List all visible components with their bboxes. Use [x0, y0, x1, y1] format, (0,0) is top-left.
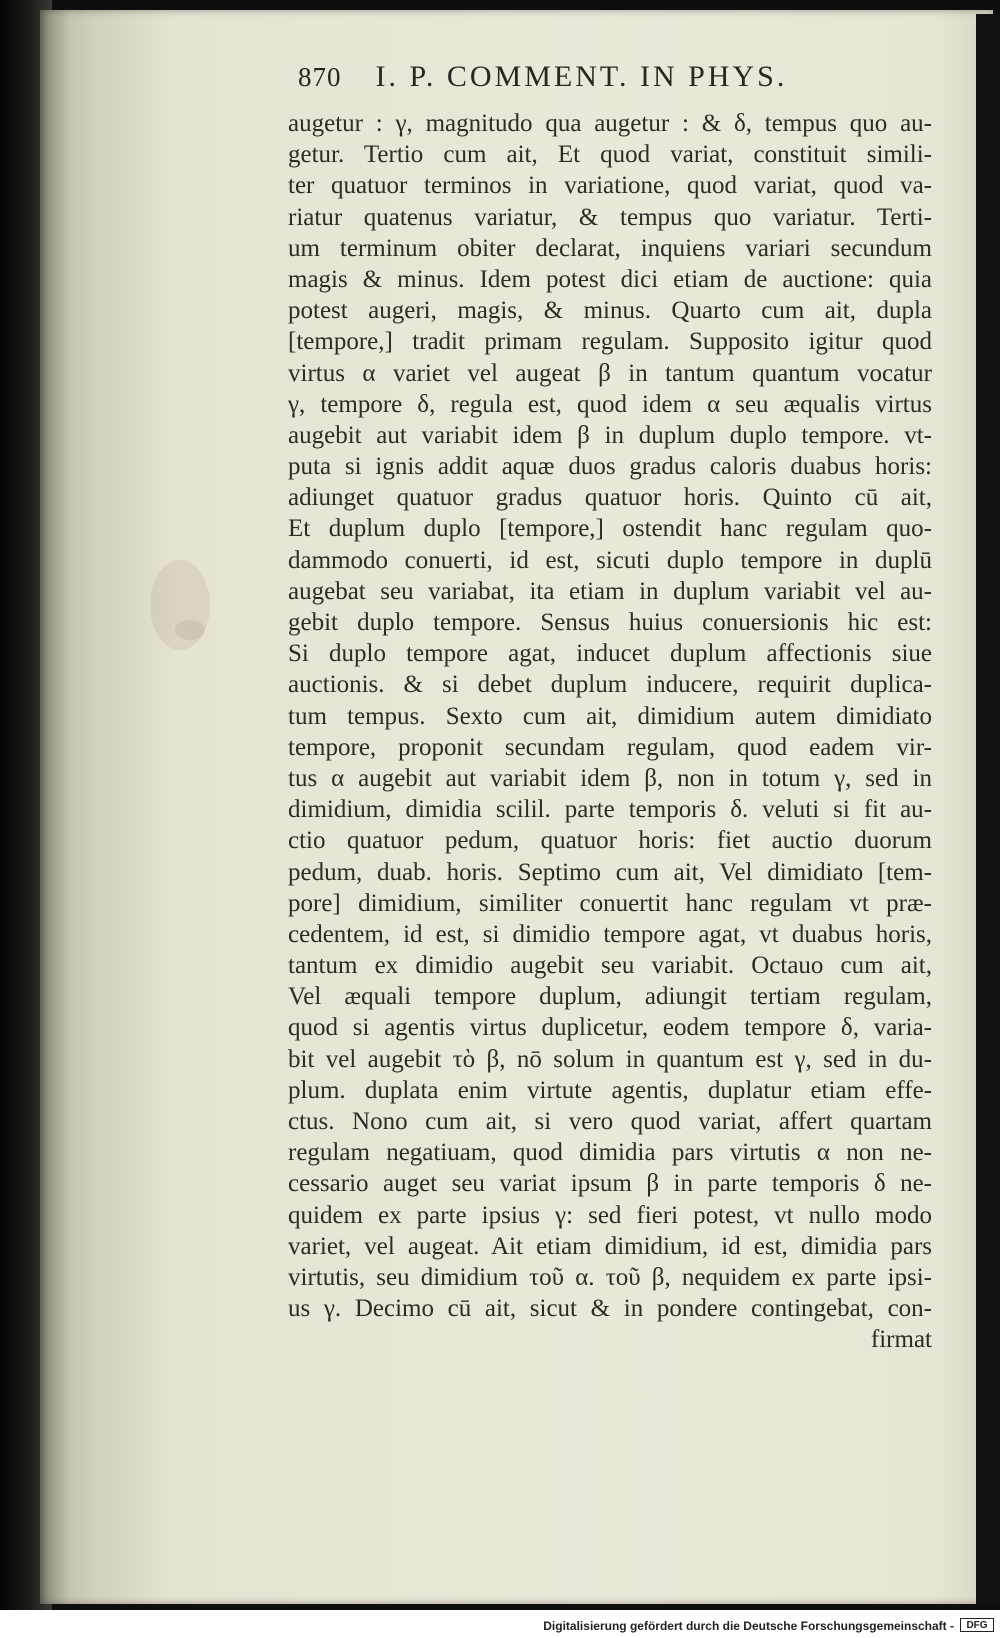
text-line: quidem ex parte ipsius γ: sed fieri potest, vt nullo modo: [288, 1201, 932, 1229]
text-line: Si duplo tempore agat, inducet duplum affectionis siue: [288, 640, 932, 668]
text-line: adiunget quatuor gradus quatuor horis. Quinto cū ait,: [288, 484, 932, 512]
digitization-footer: [0, 1610, 1000, 1638]
running-head: [298, 60, 938, 108]
text-line: Et duplum duplo [tempore,] ostendit hanc regulam quo-: [288, 515, 932, 543]
text-line: tus α augebit aut variabit idem β, non in totum γ, sed in: [288, 764, 932, 792]
text-line: puta si ignis addit aquæ duos gradus caloris duabus horis:: [288, 453, 932, 481]
text-line: plum. duplata enim virtute agentis, duplatur etiam effe-: [288, 1076, 932, 1104]
text-line: dammodo conuerti, id est, sicuti duplo tempore in duplū: [288, 546, 932, 574]
text-line: um terminum obiter declarat, inquiens variari secundum: [288, 234, 932, 262]
text-line: augebit aut variabit idem β in duplum duplo tempore. vt-: [288, 421, 932, 449]
text-line: auctionis. & si debet duplum inducere, requirit duplica-: [288, 671, 932, 699]
text-line: augetur : γ, magnitudo qua augetur : & δ, tempus quo au-: [288, 110, 932, 137]
running-head-title: I. P. COMMENT. IN PHYS.: [375, 60, 788, 93]
text-line: regulam negatiuam, quod dimidia pars virtutis α non ne-: [288, 1139, 932, 1167]
text-line: ctus. Nono cum ait, si vero quod variat, affert quartam: [288, 1108, 932, 1135]
gutter-shadow: [40, 10, 70, 1604]
text-line: us γ. Decimo cū ait, sicut & in pondere contingebat, con-: [288, 1295, 932, 1323]
text-line: Vel æquali tempore duplum, adiungit tertiam regulam,: [288, 983, 932, 1011]
text-line: variet, vel augeat. Ait etiam dimidium, id est, dimidia pars: [288, 1232, 932, 1260]
text-line: tantum ex dimidio augebit seu variabit. Octauo cum ait,: [288, 952, 932, 980]
text-line: virtutis, seu dimidium τοῦ α. τοῦ β, nequidem ex parte ipsi-: [288, 1263, 932, 1291]
body-text: [288, 108, 932, 1356]
text-line: quod si agentis virtus duplicetur, eodem tempore δ, varia-: [288, 1014, 932, 1042]
text-line: cessario auget seu variat ipsum β in parte temporis δ ne-: [288, 1170, 932, 1198]
text-line: tempore, proponit secundam regulam, quod eadem vir-: [288, 733, 932, 761]
text-line: ter quatuor terminos in variatione, quod variat, quod va-: [288, 172, 932, 200]
text-line: firmat: [870, 1326, 932, 1354]
page-number: 870: [298, 62, 342, 92]
page-stain: [175, 620, 205, 640]
footer-credit: Digitalisierung gefördert durch die Deutsche Forschungsgemeinschaft -: [543, 1619, 954, 1633]
text-line: magis & minus. Idem potest dici etiam de auctione: quia: [288, 265, 932, 293]
text-line: getur. Tertio cum ait, Et quod variat, constituit simili-: [288, 141, 932, 169]
text-line: [tempore,] tradit primam regulam. Supposito igitur quod: [288, 328, 932, 356]
text-line: cedentem, id est, si dimidio tempore agat, vt duabus horis,: [288, 920, 932, 948]
text-line: augebat seu variabat, ita etiam in duplum variabit vel au-: [288, 577, 932, 605]
text-line: pore] dimidium, similiter conuertit hanc regulam vt præ-: [288, 889, 932, 917]
text-line: gebit duplo tempore. Sensus huius conuersionis hic est:: [288, 609, 932, 636]
text-line: dimidium, dimidia scilil. parte temporis δ. veluti si fit au-: [288, 796, 932, 824]
text-line: potest augeri, magis, & minus. Quarto cum ait, dupla: [288, 297, 932, 325]
text-line: pedum, duab. horis. Septimo cum ait, Vel dimidiato [tem-: [288, 858, 932, 886]
dfg-logo: DFG: [960, 1618, 994, 1632]
text-line: bit vel augebit τὸ β, nō solum in quantum est γ, sed in du-: [288, 1045, 932, 1073]
text-line: virtus α variet vel augeat β in tantum quantum vocatur: [288, 359, 932, 387]
text-line: γ, tempore δ, regula est, quod idem α seu æqualis virtus: [288, 390, 932, 418]
text-line: riatur quatenus variatur, & tempus quo variatur. Terti-: [288, 203, 932, 231]
text-line: ctio quatuor pedum, quatuor horis: fiet auctio duorum: [288, 827, 932, 855]
text-line: tum tempus. Sexto cum ait, dimidium autem dimidiato: [288, 702, 932, 730]
page-edge: [976, 14, 1000, 1604]
